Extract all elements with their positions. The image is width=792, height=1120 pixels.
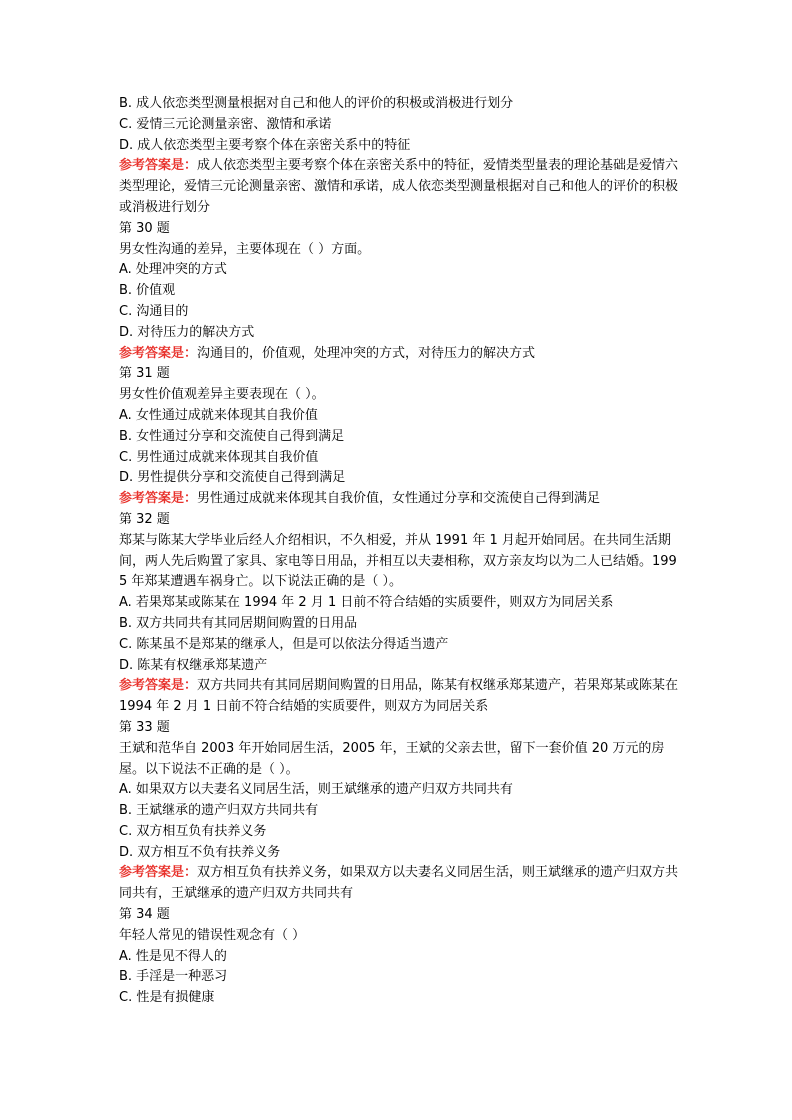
answer-label: 参考答案是：	[119, 345, 198, 361]
option-b: B. 王斌继承的遗产归双方共同共有	[119, 803, 319, 819]
option-c: C. 沟通目的	[119, 303, 189, 319]
option-b: B. 成人依恋类型测量根据对自己和他人的评价的积极或消极进行划分	[119, 96, 514, 111]
question-number: 第 31 题	[119, 366, 170, 382]
answer	[119, 676, 679, 718]
answer-label: 参考答案是：	[119, 491, 198, 507]
question-stem: 王斌和范华自 2003 年开始同居生活，2005 年，王斌的父亲去世，留下一套价值 20 万元的房屋。以下说法不正确的是（ ）。	[119, 740, 665, 777]
answer	[119, 863, 679, 905]
answer	[119, 489, 679, 510]
question-number: 第 34 题	[119, 907, 170, 923]
question-29-tail	[119, 94, 679, 219]
question-number: 第 33 题	[119, 719, 170, 735]
option-c: C. 双方相互负有扶养义务	[119, 823, 267, 839]
answer-text: 双方共同共有其同居期间购置的日用品，陈某有权继承郑某遗产，若果郑某或陈某在 1994 年 2 月 1 日前不符合结婚的实质要件，则双方为同居关系	[119, 678, 679, 715]
option-d: D. 双方相互不负有扶养义务	[119, 844, 281, 860]
question-32	[119, 510, 679, 718]
option-a: A. 女性通过成就来体现其自我价值	[119, 407, 318, 423]
option-b: B. 双方共同共有其同居期间购置的日用品	[119, 615, 358, 631]
answer-text: 男性通过成就来体现其自我价值，女性通过分享和交流使自己得到满足	[197, 491, 601, 507]
option-c: C. 男性通过成就来体现其自我价值	[119, 449, 319, 465]
option-c: C. 性是有损健康	[119, 990, 215, 1006]
option-b: B. 女性通过分享和交流使自己得到满足	[119, 428, 345, 444]
answer-label: 参考答案是：	[119, 158, 198, 174]
question-number: 第 32 题	[119, 511, 170, 527]
answer-text: 双方相互负有扶养义务，如果双方以夫妻名义同居生活，则王斌继承的遗产归双方共同共有，王斌继承的遗产归双方共同共有	[119, 865, 679, 902]
answer-label: 参考答案是：	[119, 865, 198, 881]
option-b: B. 价值观	[119, 283, 176, 299]
question-31	[119, 364, 679, 510]
option-b: B. 手淫是一种恶习	[119, 969, 228, 985]
answer	[119, 344, 679, 365]
answer-text: 沟通目的，价值观，处理冲突的方式，对待压力的解决方式	[197, 345, 536, 361]
answer-text: 成人依恋类型主要考察个体在亲密关系中的特征，爱情类型量表的理论基础是爱情六类型理论，爱情三元论测量亲密、激情和承诺，成人依恋类型测量根据对自己和他人的评价的积极或消极进行划分	[119, 158, 679, 215]
question-stem: 郑某与陈某大学毕业后经人介绍相识，不久相爱，并从 1991 年 1 月起开始同居。在共同生活期间，两人先后购置了家具、家电等日用品，并相互以夫妻相称，双方亲友均以为二人已结婚。1995 年郑某遭遇车祸身亡。以下说法正确的是（ ）。	[119, 532, 677, 590]
option-d: D. 对待压力的解决方式	[119, 324, 255, 340]
question-stem: 男女性价值观差异主要表现在（ ）。	[119, 387, 325, 403]
answer-label: 参考答案是：	[119, 678, 198, 694]
option-c: C. 爱情三元论测量亲密、激情和承诺	[119, 116, 332, 132]
document-page	[119, 94, 679, 1009]
option-a: A. 如果双方以夫妻名义同居生活，则王斌继承的遗产归双方共同共有	[119, 782, 513, 798]
option-d: D. 男性提供分享和交流使自己得到满足	[119, 470, 346, 486]
question-33	[119, 718, 679, 905]
answer	[119, 156, 679, 218]
option-d: D. 陈某有权继承郑某遗产	[119, 657, 268, 673]
option-a: A. 若果郑某或陈某在 1994 年 2 月 1 日前不符合结婚的实质要件，则双方为同居关系	[119, 595, 614, 611]
question-stem: 年轻人常见的错误性观念有（ ）	[119, 927, 306, 943]
option-c: C. 陈某虽不是郑某的继承人，但是可以依法分得适当遗产	[119, 636, 449, 652]
question-number: 第 30 题	[119, 220, 170, 236]
question-stem: 男女性沟通的差异，主要体现在（ ）方面。	[119, 241, 371, 257]
option-a: A. 处理冲突的方式	[119, 262, 227, 278]
question-30	[119, 219, 679, 365]
question-34	[119, 905, 679, 1009]
option-a: A. 性是见不得人的	[119, 948, 227, 964]
option-d: D. 成人依恋类型主要考察个体在亲密关系中的特征	[119, 137, 411, 153]
